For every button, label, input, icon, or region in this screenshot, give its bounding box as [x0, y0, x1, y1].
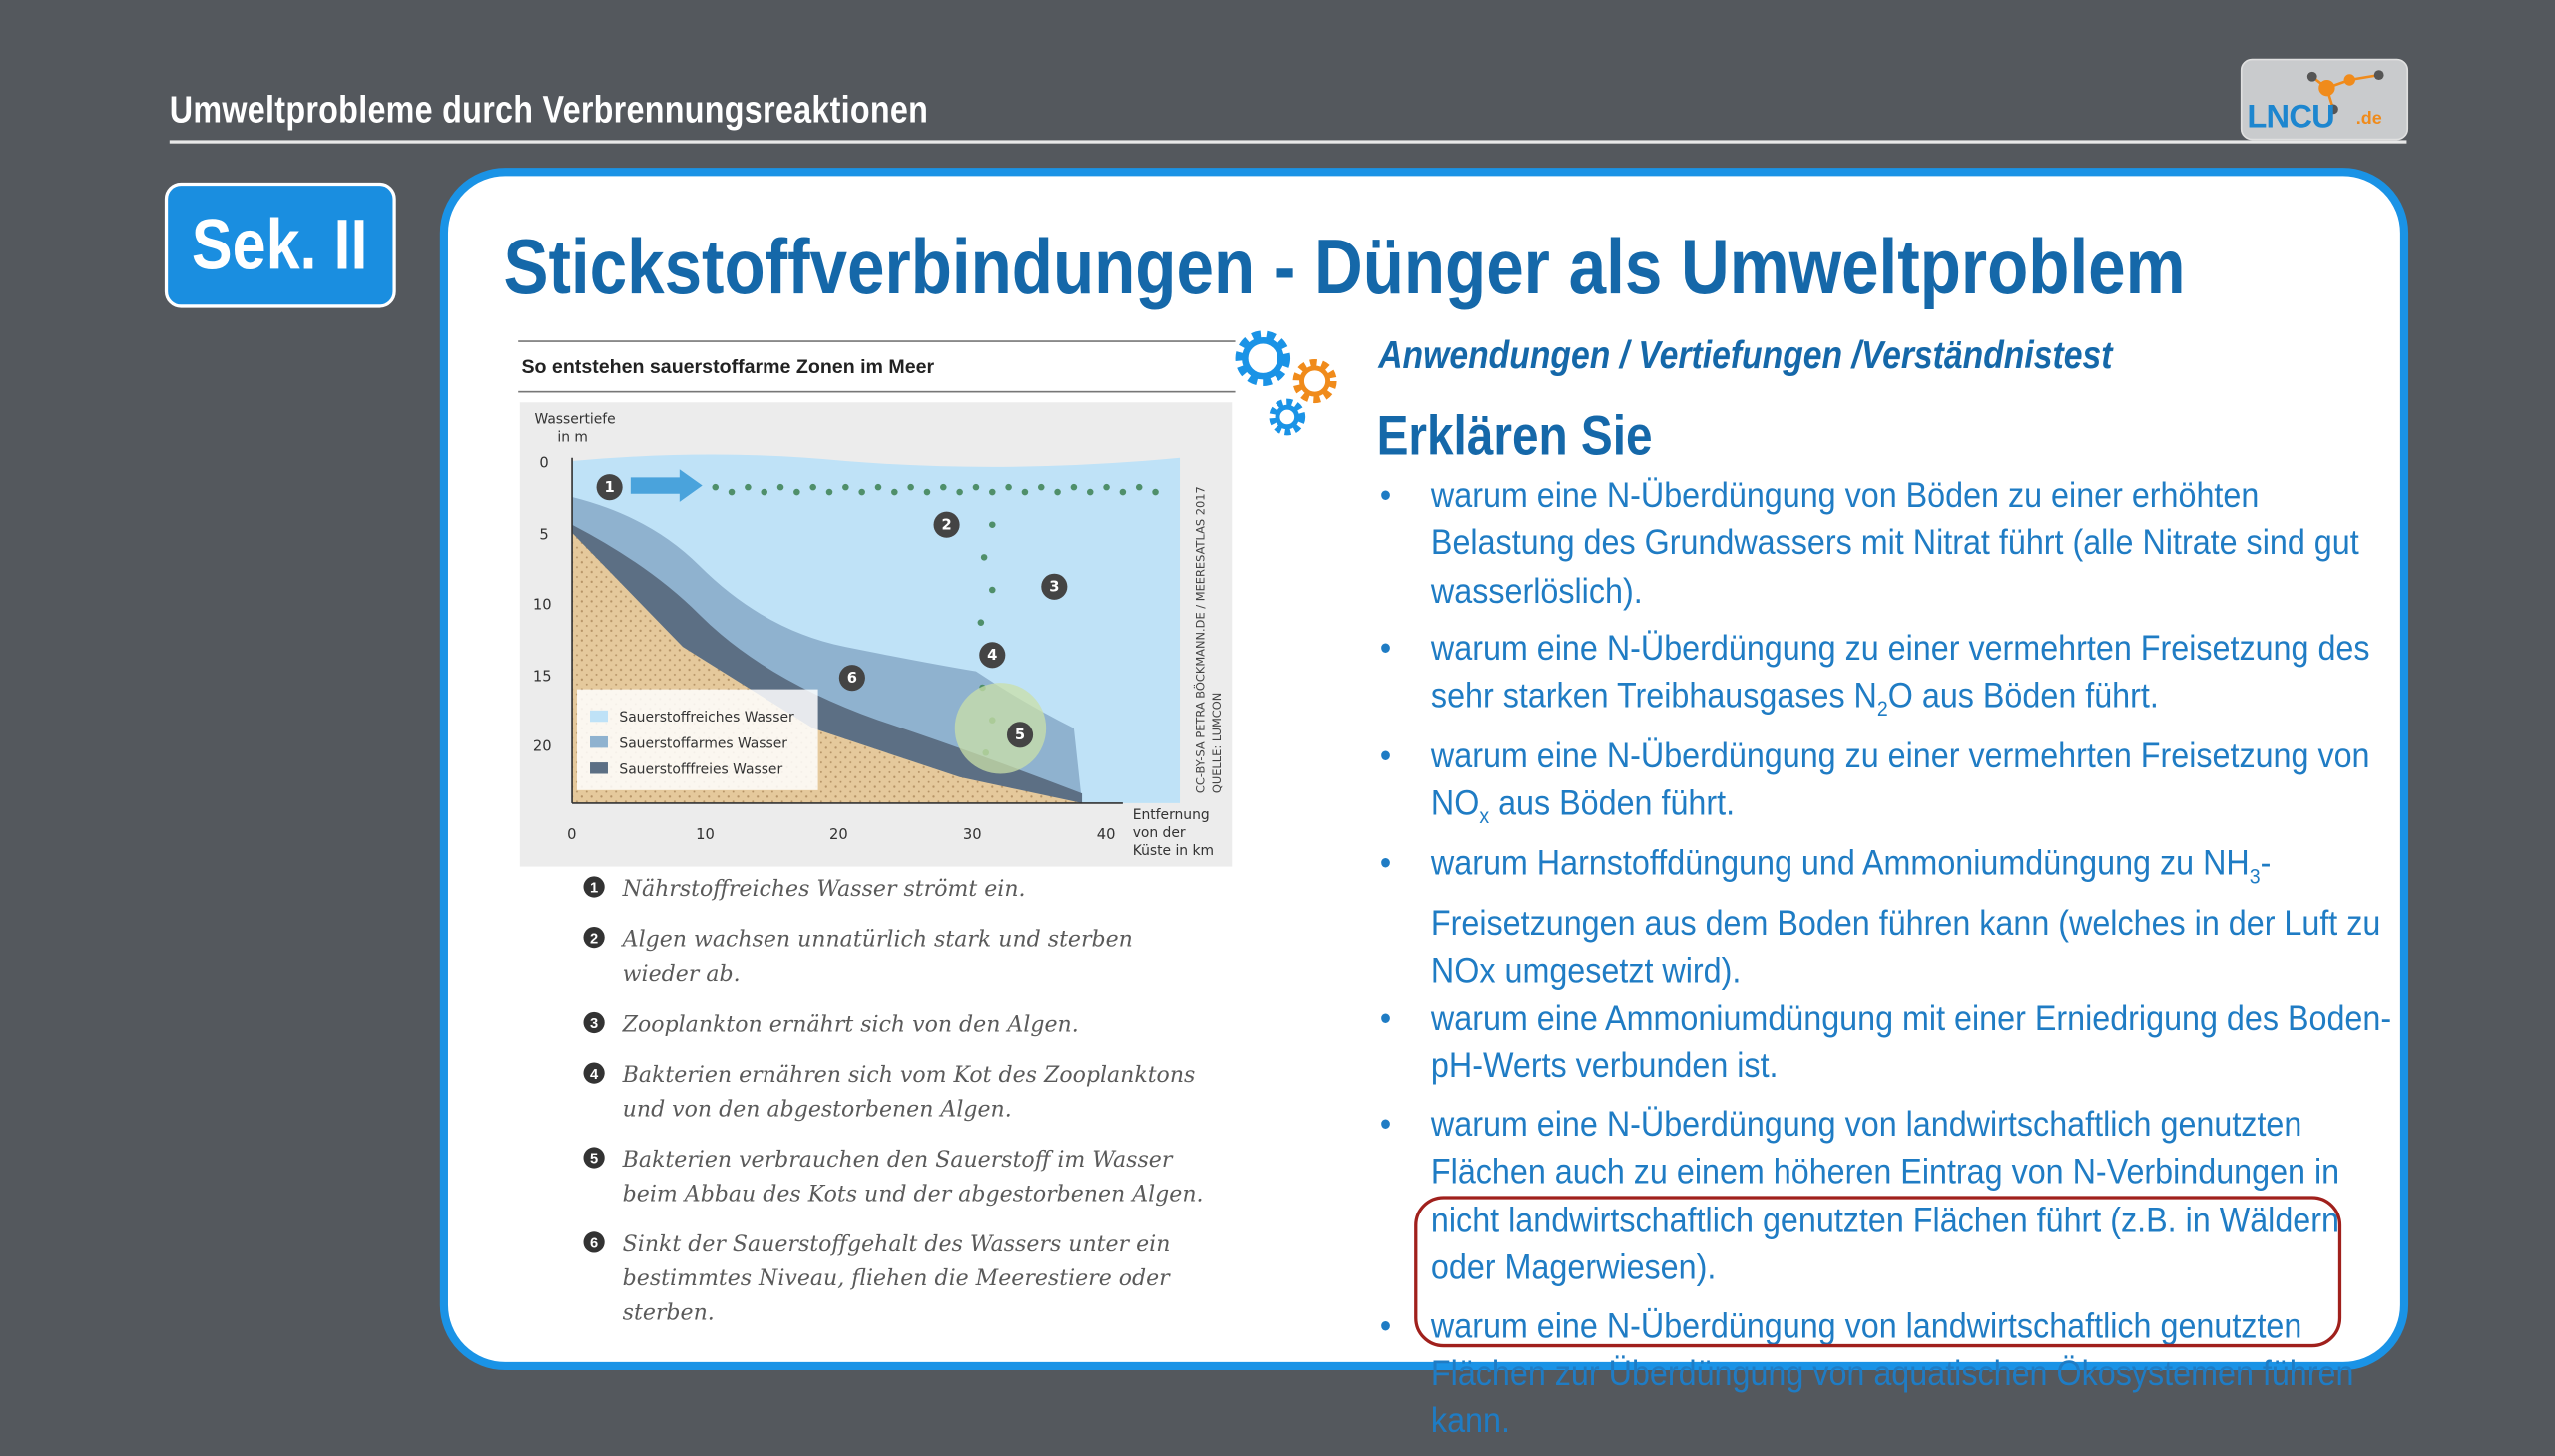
y-tick-20: 20 [532, 737, 552, 755]
legend-text: Algen wachsen unnatürlich stark und sterben wieder ab. [622, 926, 1133, 988]
legend-number: 6 [583, 1231, 604, 1252]
legend-item [583, 1009, 1235, 1043]
bullet-icon: • [1379, 736, 1392, 776]
bullet-icon: • [1379, 1305, 1392, 1345]
task-item-highlighted: • warum eine N-Überdüngung von landwirtschaftlich genutzten Flächen zur Überdüngung von aquatischen Ökosystemen führen kann. [1380, 1302, 2405, 1456]
task-item: • warum eine N-Überdüngung zu einer vermehrten Freisetzung des sehr starken Treibhausgases $N_2O$ aus Böden führt. [1380, 626, 2405, 733]
legend-number: 3 [583, 1012, 604, 1033]
bullet-icon: • [1379, 843, 1392, 883]
bullet-icon: • [1379, 629, 1392, 669]
legend-item [583, 1144, 1235, 1213]
y-tick-0: 0 [539, 454, 549, 472]
task-item: • warum Harnstoffdüngung und Ammoniumdüngung zu $NH_3$-Freisetzungen aus dem Boden führen kann (welches in der Luft zu NOx umgesetzt wird). [1380, 840, 2405, 995]
y-ticks [533, 455, 552, 755]
bullet-icon: • [1379, 999, 1392, 1039]
x-tick-30: 30 [962, 825, 982, 843]
x-ticks [567, 826, 1115, 843]
ocean-diagram [520, 402, 1232, 866]
zone-label-low: Sauerstoffarmes Wasser [619, 735, 787, 752]
logo-domain: .de [2355, 109, 2382, 129]
task-item: • warum eine N-Überdüngung zu einer vermehrten Freisetzung von $NO_x$ aus Böden führt. [1380, 733, 2405, 841]
zone-label-rich: Sauerstoffreiches Wasser [619, 710, 794, 727]
section-subheading: Anwendungen / Vertiefungen /Verständnistest [1378, 333, 2113, 378]
figure-credit-2: QUELLE: LUMCON [1209, 692, 1224, 794]
y-tick-10: 10 [532, 596, 552, 614]
x-axis-label-3: Küste in km [1132, 843, 1215, 860]
marker-5: 5 [1014, 727, 1026, 744]
figure-rule-bottom [518, 391, 1235, 393]
zone-label-free: Sauerstofffreies Wasser [619, 761, 783, 778]
legend-number: 4 [583, 1062, 604, 1083]
x-tick-20: 20 [829, 825, 848, 843]
figure-rule-top [518, 340, 1235, 342]
task-heading: Erklären Sie [1376, 405, 1653, 468]
y-axis-label-1: Wassertiefe [534, 411, 616, 428]
bacteria-zone [955, 683, 1046, 773]
marker-1: 1 [604, 479, 615, 497]
legend-number: 5 [583, 1147, 604, 1168]
x-tick-0: 0 [567, 825, 577, 843]
y-axis-label-2: in m [557, 429, 588, 446]
legend-text: Zooplankton ernährt sich von den Algen. [622, 1011, 1079, 1038]
header-divider [170, 140, 2407, 143]
task-item: • warum eine N-Überdüngung von Böden zu einer erhöhten Belastung des Grundwassers mit Nitrat führt (alle Nitrate sind gut wasserlöslich). [1380, 472, 2405, 626]
x-axis-label-1: Entfernung [1132, 807, 1210, 824]
figure-title: So entstehen sauerstoffarme Zonen im Meer [521, 354, 935, 378]
bullet-icon: • [1379, 475, 1392, 515]
x-tick-10: 10 [696, 825, 715, 843]
legend-item [583, 924, 1235, 993]
task-item: • warum eine N-Überdüngung von landwirtschaftlich genutzten Flächen auch zu einem höheren Eintrag von N-Verbindungen in nicht landwirtschaftlich genutzten Flächen führt (z.B. in Wäldern oder Magerwiesen). [1380, 1102, 2405, 1303]
task-item: • warum eine Ammoniumdüngung mit einer Erniedrigung des Boden-pH-Werts verbunden ist. [1380, 996, 2405, 1102]
legend-number: 2 [583, 927, 604, 948]
marker-3: 3 [1049, 578, 1060, 596]
y-tick-5: 5 [539, 526, 549, 544]
legend-text: Sinkt der Sauerstoffgehalt des Wassers unter ein bestimmtes Niveau, fliehen die Meerestiere oder sterben. [622, 1231, 1171, 1326]
legend-text: Bakterien verbrauchen den Sauerstoff im Wasser beim Abbau des Kots und der abgestorbenen Algen. [622, 1147, 1204, 1208]
x-tick-40: 40 [1096, 825, 1116, 843]
bullet-icon: • [1379, 1105, 1392, 1145]
marker-6: 6 [846, 670, 857, 688]
legend-item [583, 873, 1235, 907]
marker-2: 2 [941, 516, 952, 534]
legend-text: Bakterien ernähren sich vom Kot des Zooplanktons und von den abgestorbenen Algen. [622, 1062, 1196, 1123]
header-title: Umweltprobleme durch Verbrennungsreaktionen [169, 88, 929, 131]
legend-text: Nährstoffreiches Wasser strömt ein. [622, 876, 1026, 903]
legend-item [583, 1059, 1235, 1128]
figure-legend [583, 873, 1235, 1347]
y-tick-15: 15 [532, 668, 552, 686]
gears-icon [1226, 322, 1356, 446]
marker-4: 4 [987, 647, 998, 665]
legend-item [583, 1228, 1235, 1331]
level-badge: Sek. II [165, 183, 396, 308]
x-axis-label-2: von der [1132, 825, 1186, 842]
legend-number: 1 [583, 876, 604, 897]
logo-text: LNCU [2247, 99, 2334, 136]
highlight-outline [1414, 1196, 2341, 1347]
figure-credit-1: CC-BY-SA PETRA BÖCKMANN.DE / MEERESATLAS 2017 [1193, 486, 1208, 794]
lncu-logo[interactable] [2241, 59, 2408, 141]
page-title: Stickstoffverbindungen - Dünger als Umweltproblem [503, 225, 2186, 311]
